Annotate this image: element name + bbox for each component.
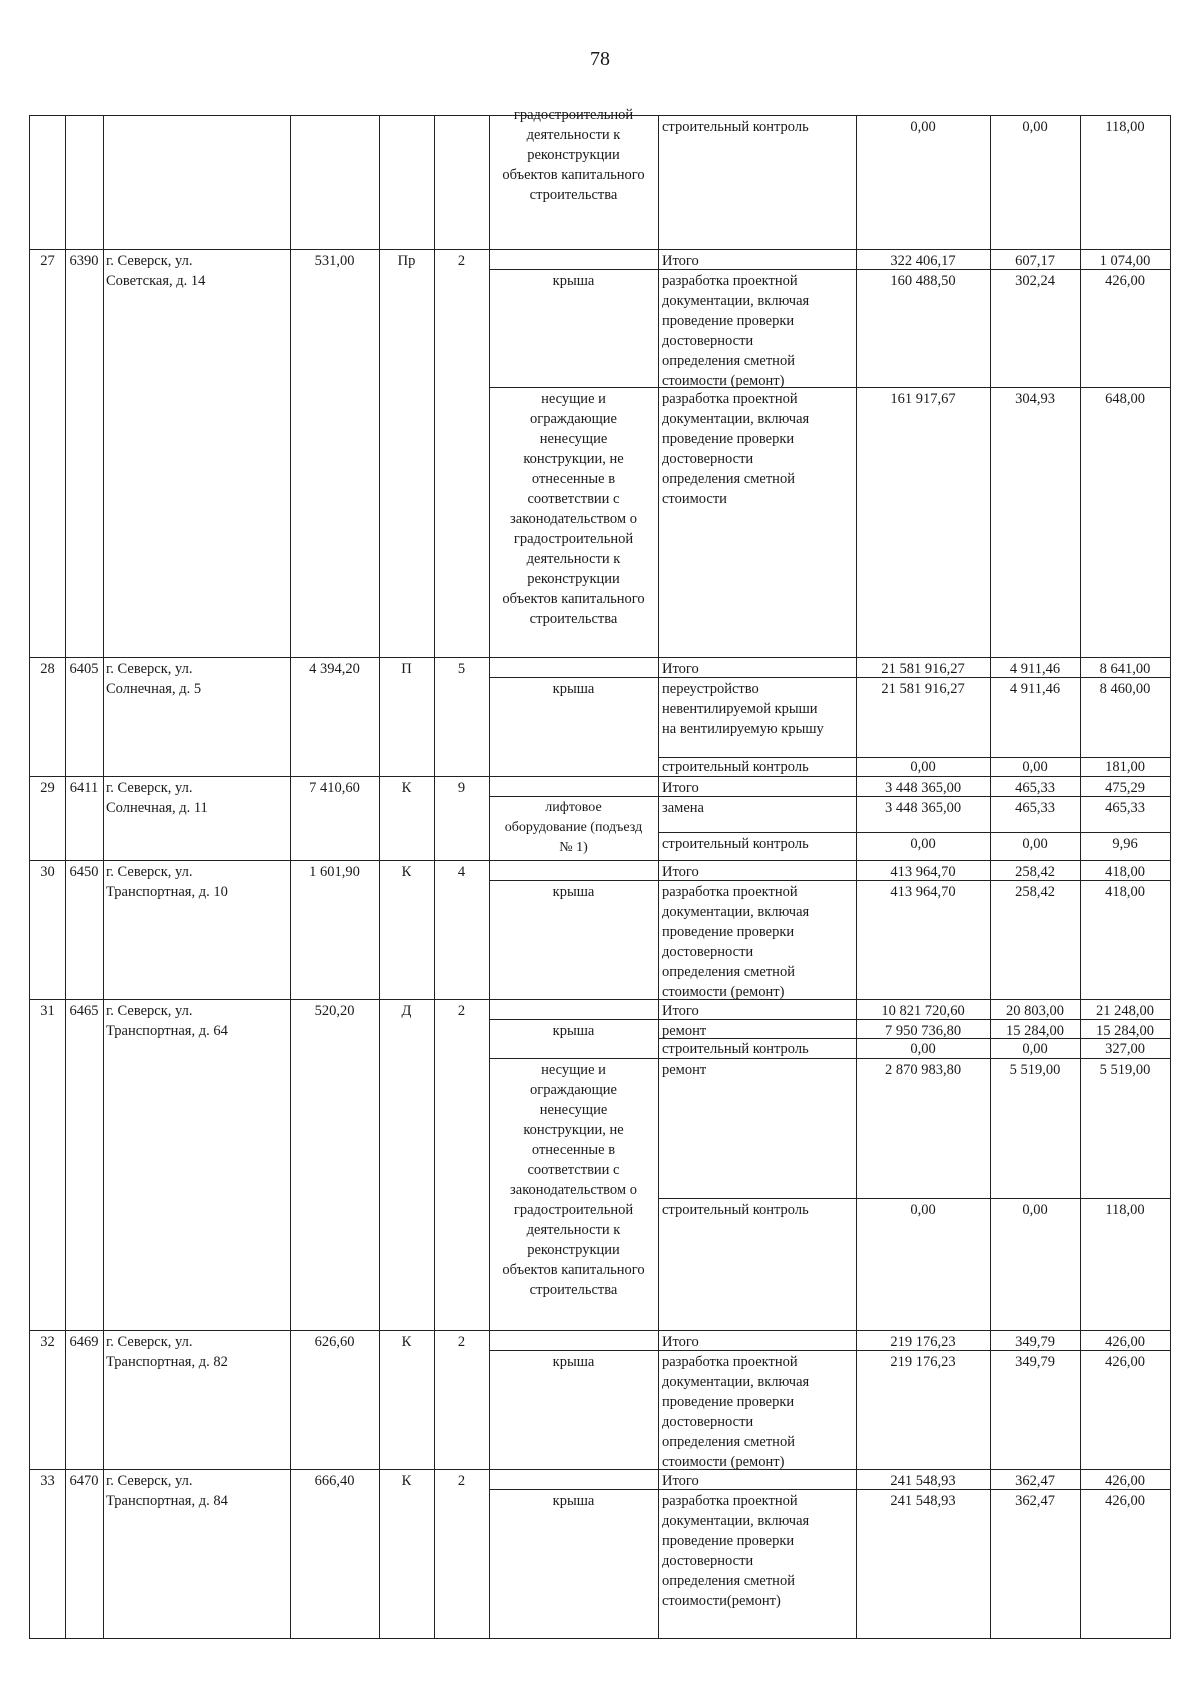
cost-per-m2: 0,00 — [1022, 1202, 1048, 1218]
element-roof: крыша — [552, 273, 595, 289]
area: 666,40 — [314, 1473, 355, 1489]
wall-material: П — [401, 661, 412, 677]
cost-per-m2: 362,47 — [1015, 1493, 1055, 1509]
itogo-label: Итого — [662, 864, 699, 880]
cost-total: 322 406,17 — [890, 253, 956, 269]
cost-per-m2: 0,00 — [1022, 836, 1048, 852]
area: 1 601,90 — [309, 864, 360, 880]
cost-limit: 9,96 — [1112, 836, 1138, 852]
floors: 2 — [457, 1473, 466, 1489]
cost-total: 21 581 916,27 — [881, 661, 965, 677]
floors: 5 — [457, 661, 466, 677]
cost-per-m2: 349,79 — [1015, 1354, 1055, 1370]
work-repair: ремонт — [662, 1023, 707, 1039]
cost-total: 0,00 — [910, 1041, 936, 1057]
house-code: 6450 — [69, 864, 99, 880]
element-roof: крыша — [552, 1023, 595, 1039]
cost-per-m2: 607,17 — [1015, 253, 1055, 269]
subrow-divider — [658, 832, 1170, 833]
col-divider — [103, 116, 104, 1638]
row-number: 28 — [40, 661, 55, 677]
work-replacement: замена — [662, 800, 704, 816]
row-divider — [30, 657, 1170, 658]
row-number: 30 — [40, 864, 55, 880]
cost-per-m2: 304,93 — [1015, 391, 1055, 407]
wall-material: К — [401, 864, 412, 880]
floors: 4 — [457, 864, 466, 880]
house-code: 6405 — [69, 661, 99, 677]
element-walls: несущие и ограждающие ненесущие конструкции, не отнесенные в соответствии с законодательством о градостроительной деятельности к реконструкции объектов капитального строительства — [502, 1062, 645, 1298]
house-code: 6465 — [69, 1003, 99, 1019]
work-design: разработка проектной документации, включая проведение проверки достоверности определения сметной стоимости (ремонт) — [662, 273, 810, 389]
itogo-label: Итого — [662, 253, 699, 269]
cost-per-m2: 0,00 — [1022, 1041, 1048, 1057]
cost-total: 241 548,93 — [890, 1493, 956, 1509]
wall-material: К — [401, 780, 412, 796]
cost-limit: 426,00 — [1105, 1473, 1145, 1489]
element-elevator: лифтовое оборудование (подъезд № 1) — [504, 800, 643, 855]
cost-per-m2: 302,24 — [1015, 273, 1055, 289]
house-code: 6390 — [69, 253, 99, 269]
cost-limit: 465,33 — [1105, 800, 1145, 816]
cost-limit: 475,29 — [1105, 780, 1145, 796]
address: г. Северск, ул. Транспортная, д. 84 — [106, 1473, 228, 1509]
cost-limit: 118,00 — [1105, 119, 1145, 135]
cost-per-m2: 465,33 — [1015, 780, 1055, 796]
cost-limit: 426,00 — [1105, 1334, 1145, 1350]
row-divider — [30, 1330, 1170, 1331]
cost-per-m2: 0,00 — [1022, 759, 1048, 775]
itogo-label: Итого — [662, 1334, 699, 1350]
cost-total: 241 548,93 — [890, 1473, 956, 1489]
cost-limit: 181,00 — [1105, 759, 1145, 775]
work-design: разработка проектной документации, включая проведение проверки достоверности определения сметной стоимости — [662, 391, 810, 507]
address: г. Северск, ул. Транспортная, д. 64 — [106, 1003, 228, 1039]
row-divider — [30, 1469, 1170, 1470]
work-control: строительный контроль — [662, 836, 809, 852]
address: г. Северск, ул. Транспортная, д. 82 — [106, 1334, 228, 1370]
element-walls-tail: градостроительной деятельности к реконструкции объектов капитального строительства — [502, 107, 645, 203]
element-roof: крыша — [552, 884, 595, 900]
floors: 2 — [457, 1003, 466, 1019]
work-design: разработка проектной документации, включая проведение проверки достоверности определения сметной стоимости(ремонт) — [662, 1493, 810, 1609]
cost-limit: 426,00 — [1105, 273, 1145, 289]
col-divider — [489, 116, 490, 1638]
row-number: 33 — [40, 1473, 55, 1489]
house-code: 6469 — [69, 1334, 99, 1350]
area: 531,00 — [314, 253, 355, 269]
area: 626,60 — [314, 1334, 355, 1350]
house-code: 6470 — [69, 1473, 99, 1489]
cost-per-m2: 465,33 — [1015, 800, 1055, 816]
work-reconstruction: переустройство невентилируемой крыши на вентилируемую крышу — [662, 681, 824, 737]
row-divider — [30, 249, 1170, 250]
itogo-label: Итого — [662, 661, 699, 677]
wall-material: К — [401, 1473, 412, 1489]
cost-total: 10 821 720,60 — [881, 1003, 965, 1019]
work-control: строительный контроль — [662, 1041, 809, 1057]
cost-limit: 21 248,00 — [1096, 1003, 1154, 1019]
area: 520,20 — [314, 1003, 355, 1019]
cost-total: 219 176,23 — [890, 1334, 956, 1350]
wall-material: Д — [401, 1003, 412, 1019]
work-repair: ремонт — [662, 1062, 707, 1078]
row-divider — [30, 860, 1170, 861]
cost-limit: 418,00 — [1105, 864, 1145, 880]
cost-per-m2: 362,47 — [1015, 1473, 1055, 1489]
cost-limit: 8 641,00 — [1099, 661, 1151, 677]
col-divider — [658, 116, 659, 1638]
page-number: 78 — [590, 48, 610, 70]
cost-per-m2: 0,00 — [1022, 119, 1048, 135]
cost-limit: 118,00 — [1105, 1202, 1145, 1218]
floors: 2 — [457, 253, 466, 269]
cost-limit: 648,00 — [1105, 391, 1145, 407]
row-divider — [30, 999, 1170, 1000]
wall-material: К — [401, 1334, 412, 1350]
cost-limit: 327,00 — [1105, 1041, 1145, 1057]
cost-total: 0,00 — [910, 836, 936, 852]
floors: 2 — [457, 1334, 466, 1350]
cost-limit: 15 284,00 — [1096, 1023, 1154, 1039]
cost-limit: 418,00 — [1105, 884, 1145, 900]
cost-total: 7 950 736,80 — [884, 1023, 962, 1039]
cost-total: 0,00 — [910, 1202, 936, 1218]
work-control: строительный контроль — [662, 1202, 809, 1218]
cost-limit: 1 074,00 — [1099, 253, 1151, 269]
work-design: разработка проектной документации, включая проведение проверки достоверности определения сметной стоимости (ремонт) — [662, 1354, 810, 1470]
cost-total: 161 917,67 — [890, 391, 956, 407]
area: 7 410,60 — [309, 780, 360, 796]
floors: 9 — [457, 780, 466, 796]
subrow-divider — [658, 1198, 1170, 1199]
itogo-label: Итого — [662, 1003, 699, 1019]
cost-per-m2: 4 911,46 — [1009, 661, 1061, 677]
cost-limit: 5 519,00 — [1099, 1062, 1151, 1078]
row-number: 27 — [40, 253, 55, 269]
wall-material: Пр — [397, 253, 416, 269]
cost-per-m2: 349,79 — [1015, 1334, 1055, 1350]
work-control: строительный контроль — [662, 119, 809, 135]
cost-per-m2: 258,42 — [1015, 864, 1055, 880]
row-number: 32 — [40, 1334, 55, 1350]
cost-per-m2: 5 519,00 — [1009, 1062, 1061, 1078]
cost-per-m2: 258,42 — [1015, 884, 1055, 900]
cost-total: 413 964,70 — [890, 864, 956, 880]
cost-limit: 8 460,00 — [1099, 681, 1151, 697]
cost-total: 2 870 983,80 — [884, 1062, 962, 1078]
cost-total: 21 581 916,27 — [881, 681, 965, 697]
house-code: 6411 — [69, 780, 99, 796]
cost-total: 219 176,23 — [890, 1354, 956, 1370]
address: г. Северск, ул. Советская, д. 14 — [106, 253, 206, 289]
cost-total: 0,00 — [910, 759, 936, 775]
element-roof: крыша — [552, 1354, 595, 1370]
element-roof: крыша — [552, 681, 595, 697]
row-number: 29 — [40, 780, 55, 796]
cost-limit: 426,00 — [1105, 1354, 1145, 1370]
element-walls: несущие и ограждающие ненесущие конструкции, не отнесенные в соответствии с законодательством о градостроительной деятельности к реконструкции объектов капитального строительства — [502, 391, 645, 627]
cost-per-m2: 20 803,00 — [1006, 1003, 1064, 1019]
work-control: строительный контроль — [662, 759, 809, 775]
capital-repair-table — [29, 107, 1171, 1639]
address: г. Северск, ул. Солнечная, д. 11 — [106, 780, 208, 816]
cost-total: 3 448 365,00 — [884, 780, 962, 796]
work-design: разработка проектной документации, включая проведение проверки достоверности определения сметной стоимости (ремонт) — [662, 884, 810, 1000]
address: г. Северск, ул. Солнечная, д. 5 — [106, 661, 202, 697]
cost-total: 160 488,50 — [890, 273, 956, 289]
element-roof: крыша — [552, 1493, 595, 1509]
cost-per-m2: 15 284,00 — [1006, 1023, 1064, 1039]
cost-total: 0,00 — [910, 119, 936, 135]
itogo-label: Итого — [662, 780, 699, 796]
area: 4 394,20 — [309, 661, 360, 677]
cost-per-m2: 4 911,46 — [1009, 681, 1061, 697]
cost-total: 413 964,70 — [890, 884, 956, 900]
row-number: 31 — [40, 1003, 55, 1019]
cost-total: 3 448 365,00 — [884, 800, 962, 816]
itogo-label: Итого — [662, 1473, 699, 1489]
address: г. Северск, ул. Транспортная, д. 10 — [106, 864, 228, 900]
cost-limit: 426,00 — [1105, 1493, 1145, 1509]
